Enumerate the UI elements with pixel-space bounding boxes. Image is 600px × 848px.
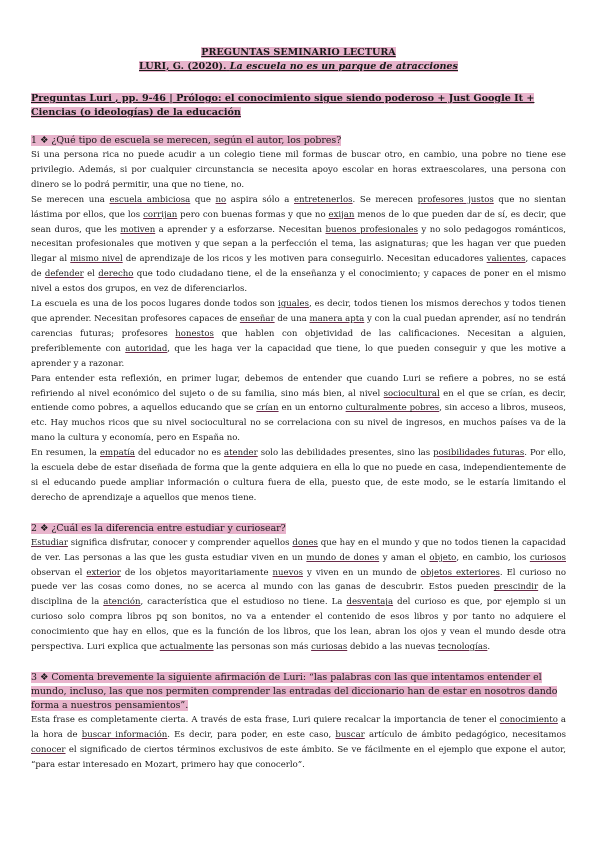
citation-book-title: La escuela no es un parque de atracciones [229, 61, 458, 72]
underlined-term: buenos profesionales [325, 224, 418, 235]
underlined-term: valientes [486, 254, 526, 265]
answer-text: . Por ello, la escuela debe de estar diseñada de forma que la gente adquiera en ella lo que no puede en casa, independientemente de si el educando puede ampliar información o cultura fuera de ella, puesto que, de este modo, se le estaría limitando el derecho de aprendizaje a aquellos que menos tiene. [31, 448, 566, 503]
answer-text: . Es decir, para poder, en este caso, [167, 729, 336, 740]
answer-text: En resumen, la [31, 448, 100, 459]
answer-text: que todo ciudadano tiene, el de la enseñanza y el conocimiento; y capaces de poner en el mismo nivel a estos dos grupos, en vez de diferenciarlos. [31, 269, 566, 295]
answer-text: a aprender y a esforzarse. Necesitan [155, 224, 326, 235]
answer-text: . El curioso no puede ver las cosas como dones, no se acerca al mundo con las ganas de descubrir. Estos pueden [31, 567, 566, 593]
underlined-term: no [215, 194, 227, 205]
answer-text: solo las debilidades presentes, sino las [257, 448, 434, 459]
answer-text: Esta frase es completamente cierta. A través de esta frase, Luri quiere recalcar la importancia de tener el [31, 715, 500, 725]
answer-text: significa disfrutar, conocer y comprender aquellos [67, 537, 293, 548]
underlined-term: buscar información [81, 729, 168, 740]
answer-text: , en cambio, los [456, 552, 530, 563]
answer-text: debido a las nuevas [347, 642, 438, 653]
answer-text: , sin acceso a libros, museos, etc. Hay muchos ricos que su nivel sociocultural no se correlaciona con su nivel de ingresos, en muchos países va de la mano la cultura y economía, pero en España no. [31, 403, 566, 444]
answer-text: de los objetos mayoritariamente [120, 567, 273, 578]
answer-text: Para entender esta reflexión, en primer lugar, debemos de entender que cuando Luri se refiere a pobres, no se está refiriendo al nivel económico del sujeto o de su familia, sino más bien, al nivel [31, 373, 566, 399]
answer-text: de aprendizaje de los ricos y les motiven para conseguirlo. Necesitan educadores [122, 254, 487, 265]
underlined-term: dones [292, 537, 318, 548]
underlined-term: atender [223, 448, 258, 459]
underlined-term: mismo nivel [70, 254, 123, 265]
answer-paragraph [31, 297, 566, 372]
underlined-term: honestos [175, 328, 214, 339]
question-label: 3 ❖ Comenta brevemente la siguiente afirmación de Luri: “las palabras con las que intentamos entender el mundo, incluso, las que nos permiten comprender las entradas del diccionario han de estar en nosotros dando forma a nuestros pensamientos”. [31, 672, 558, 711]
answer-text: . Se merecen [352, 194, 418, 205]
answer-text: , capaces de [31, 254, 566, 280]
underlined-term: prescindir [493, 582, 539, 593]
section-heading: Preguntas Luri , pp. 9-46 | Prólogo: el conocimiento sigue siendo poderoso + Just Google It + Ciencias (o ideologías) de la educación [31, 93, 535, 118]
underlined-term: sociocultural [383, 388, 440, 399]
answer-text: a la hora de [31, 715, 567, 740]
answer-paragraph [31, 372, 566, 447]
answer-text: , característica que el estudioso no tiene. La [140, 597, 347, 608]
underlined-term: defender [44, 269, 84, 280]
underlined-term: atención [103, 597, 141, 608]
question-label: 2 ❖ ¿Cuál es la diferencia entre estudiar y curiosear? [31, 522, 286, 534]
answer-paragraph [31, 193, 566, 297]
document-citation [139, 61, 458, 72]
answer-text: el [83, 269, 99, 280]
underlined-term: buscar [335, 729, 365, 740]
answer-text: las personas son más [213, 642, 312, 653]
answer-text: . [487, 642, 491, 653]
answer-text: artículo de ámbito pedagógico, necesitamos [364, 729, 566, 740]
answer-text: del curioso es que, por ejemplo si un curioso solo compra libros pq son bonitos, no va a entender el contenido de esos libros y por tanto no adquiere el conocimiento que hay en ellos, que es la función de los libros, que los lean, abran los ojos y vean el mundo desde otra perspectiva. Luri explica que [31, 597, 566, 653]
answer-text: pero con buenas formas y que no [177, 209, 329, 220]
underlined-term: nuevos [272, 567, 303, 578]
underlined-term: manera apta [309, 313, 365, 324]
underlined-term: escuela ambiciosa [109, 194, 191, 205]
answer-paragraph [31, 148, 566, 193]
answer-text: y viven en un mundo de [302, 567, 421, 578]
answer-text: en el que se crían, es decir, entiende como pobres, a aquellos educando que se [31, 388, 566, 414]
answer-text: el significado de ciertos términos exclusivos de este ámbito. Se ve fácilmente en el ejemplo que expone el autor, “para estar interesado en Mozart, primero hay que conocerlo”. [31, 744, 566, 770]
answer-text: que [190, 194, 216, 205]
answer-text: que hablen con objetividad de las calificaciones. Necesitan a alguien, preferiblemente con [31, 328, 566, 354]
underlined-term: entretenerlos [293, 194, 353, 205]
answer-paragraph [31, 536, 566, 655]
underlined-term: curiosos [529, 552, 566, 563]
answer-text: que hay en el mundo y que no todos tienen la capacidad de ver. Las personas a las que les gusta estudiar viven en un [31, 537, 566, 563]
question-block [31, 522, 566, 536]
underlined-term: mundo de dones [306, 552, 380, 563]
underlined-term: desventaja [346, 597, 394, 608]
answer-text: y con la cual puedan aprender, así no tendrán carencias futuras; profesores [31, 313, 566, 339]
answer-text: aspira sólo a [226, 194, 294, 205]
answer-text: Si una persona rica no puede acudir a un colegio tiene mil formas de buscar otro, en cambio, una pobre no tiene ese privilegio. Además, si por cualquier circunstancia se necesita apoyo escolar en horas extraescolares, una persona con dinero se lo podrá permitir, una que no tiene, no. [31, 150, 566, 190]
underlined-term: autoridad [125, 343, 168, 354]
underlined-term: Estudiar [31, 537, 68, 548]
document-title-block [31, 46, 566, 74]
underlined-term: motiven [120, 224, 156, 235]
answer-text: menos de lo que pueden dar de sí, es decir, que sean duros, que les [31, 209, 566, 235]
underlined-term: conocer [31, 744, 66, 755]
answer-text: y no solo pedagogos románticos, necesitan profesionales que motiven y que sepan a la perfección el tema, las asignaturas; que les hagan ver que pueden llegar al [31, 224, 566, 265]
document-title: PREGUNTAS SEMINARIO LECTURA [201, 47, 396, 58]
underlined-term: conocimiento [499, 715, 558, 725]
underlined-term: derecho [98, 269, 134, 280]
answer-paragraph [31, 446, 566, 506]
answer-text: en un entorno [278, 403, 346, 414]
answer-text: , que les haga ver la capacidad que tiene, lo que pueden conseguir y que les motive a aprender y a razonar. [31, 343, 566, 369]
question-block [31, 671, 566, 713]
underlined-term: iguales [278, 299, 309, 310]
answer-text: , es decir, todos tienen los mismos derechos y todos tienen que aprender. Necesitan profesores capaces de [31, 299, 566, 324]
underlined-term: crían [256, 403, 279, 414]
underlined-term: curiosas [311, 642, 348, 653]
answer-text: Se merecen una [31, 194, 110, 205]
question-block [31, 134, 566, 148]
answer-text: La escuela es una de los pocos lugares donde todos son [31, 299, 278, 310]
answer-text: observan el [31, 567, 87, 578]
underlined-term: empatía [100, 448, 135, 459]
answer-paragraph [31, 713, 566, 773]
underlined-term: profesores justos [417, 194, 494, 205]
answer-text: que no sientan lástima por ellos, que los [31, 194, 566, 220]
underlined-term: objeto [429, 552, 457, 563]
questions-container [31, 134, 566, 773]
citation-author-year: LURI, G. (2020). [139, 61, 227, 72]
underlined-term: exijan [328, 209, 355, 220]
answer-text: de una [274, 313, 310, 324]
underlined-term: objetos exteriores [420, 567, 500, 578]
underlined-term: exterior [86, 567, 121, 578]
underlined-term: tecnologías [437, 642, 488, 653]
question-label: 1 ❖ ¿Qué tipo de escuela se merecen, según el autor, los pobres? [31, 135, 342, 146]
underlined-term: actualmente [159, 642, 214, 653]
underlined-term: posibilidades futuras [433, 448, 525, 459]
answer-text: de la disciplina de la [31, 582, 566, 608]
underlined-term: enseñar [239, 313, 275, 324]
underlined-term: corrijan [143, 209, 178, 220]
underlined-term: culturalmente pobres [345, 403, 440, 414]
answer-text: del educador no es [135, 448, 224, 459]
answer-text: y aman el [379, 552, 430, 563]
